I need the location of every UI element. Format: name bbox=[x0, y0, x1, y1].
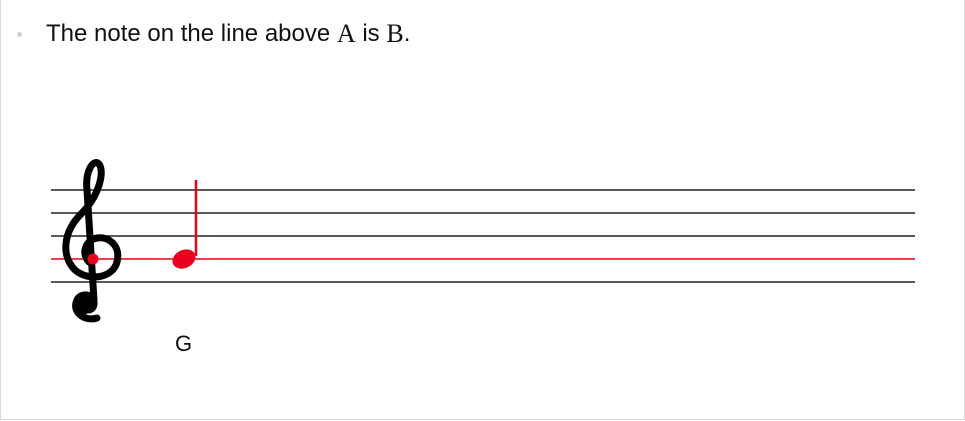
caption-note-from: A bbox=[336, 19, 356, 48]
caption-suffix: . bbox=[403, 20, 411, 47]
music-staff bbox=[1, 0, 964, 419]
quarter-note-g bbox=[169, 180, 198, 272]
treble-clef-icon bbox=[66, 163, 118, 319]
note-name-label: G bbox=[175, 331, 193, 356]
clef-g-marker bbox=[88, 254, 99, 265]
caption-prefix: The note on the line above bbox=[46, 20, 337, 47]
caption-middle: is bbox=[355, 20, 387, 47]
caption-note-to: B bbox=[386, 19, 404, 48]
